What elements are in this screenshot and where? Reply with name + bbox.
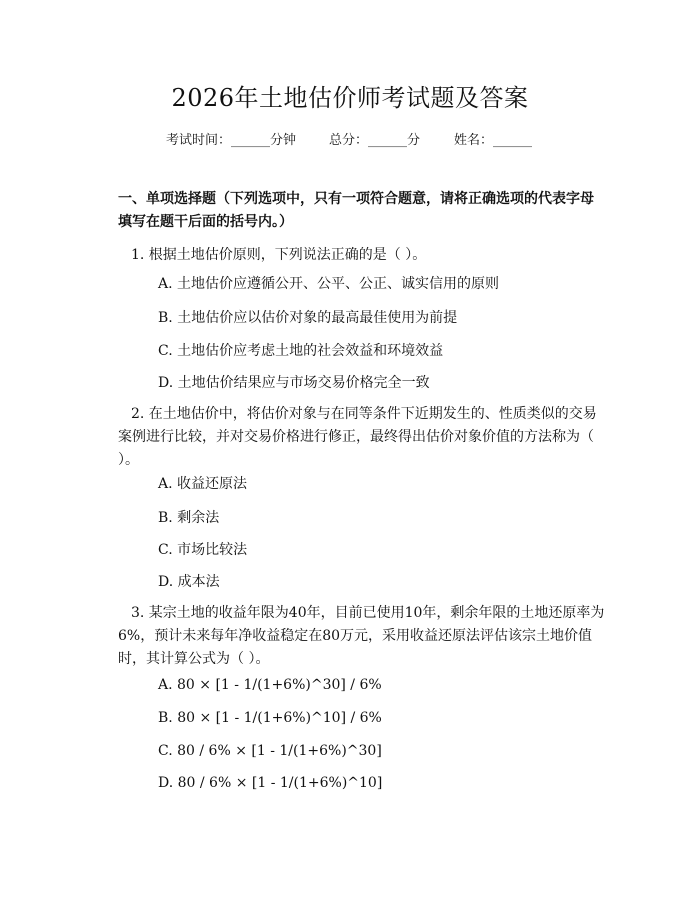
question-1-option-b: B. 土地估价应以估价对象的最高最佳使用为前提 [158,310,458,326]
page-title: 2026年土地估价师考试题及答案 [171,84,529,112]
section-heading: 一、单项选择题（下列选项中，只有一项符合题意，请将正确选项的代表字母填写在题干后面的括号内。） [118,191,594,230]
question-2-option-b: B. 剩余法 [158,510,220,526]
total-score-field: 总分：______分 [329,133,421,148]
question-3-option-a: A. 80 × [1 - 1/(1+6%)^30] / 6% [158,677,382,693]
question-3-option-c: C. 80 / 6% × [1 - 1/(1+6%)^30] [158,743,382,759]
question-1-option-a: A. 土地估价应遵循公开、公平、公正、诚实信用的原则 [158,276,500,292]
question-2-option-a: A. 收益还原法 [158,476,248,492]
question-1-stem: 1. 根据土地估价原则，下列说法正确的是（ ）。 [131,247,427,263]
question-1-option-d: D. 土地估价结果应与市场交易价格完全一致 [158,375,430,391]
question-2-option-c: C. 市场比较法 [158,542,248,558]
exam-time-field: 考试时间：______分钟 [166,133,297,148]
question-2-option-d: D. 成本法 [158,574,220,590]
question-1-option-c: C. 土地估价应考虑土地的社会效益和环境效益 [158,343,444,359]
question-2-stem: 2. 在土地估价中，将估价对象与在同等条件下近期发生的、性质类似的交易案例进行比较，并对交易价格进行修正，最终得出估价对象价值的方法称为（ ）。 [118,406,597,468]
question-3-stem: 3. 某宗土地的收益年限为40年，目前已使用10年，剩余年限的土地还原率为6%，预计未来每年净收益稳定在80万元，采用收益还原法评估该宗土地价值时，其计算公式为（ ）。 [118,605,605,667]
name-field: 姓名：______ [454,133,533,148]
question-3-option-b: B. 80 × [1 - 1/(1+6%)^10] / 6% [158,710,382,726]
question-3-option-d: D. 80 / 6% × [1 - 1/(1+6%)^10] [158,775,383,791]
